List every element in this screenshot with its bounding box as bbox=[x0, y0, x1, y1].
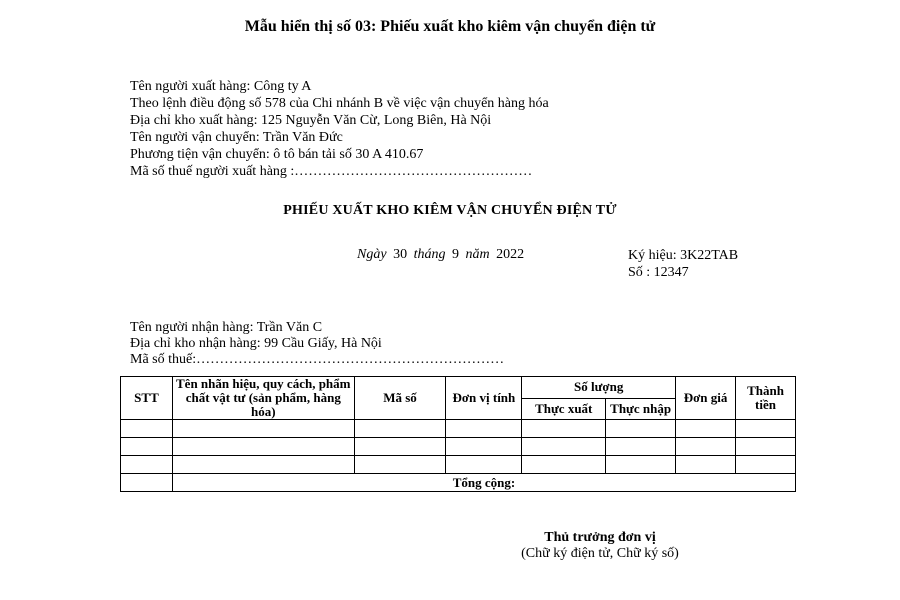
document-heading: PHIẾU XUẤT KHO KIÊM VẬN CHUYỂN ĐIỆN TỬ bbox=[283, 203, 617, 218]
page-title: Mẫu hiển thị số 03: Phiếu xuất kho kiêm vận chuyển điện tử bbox=[244, 18, 656, 35]
date-month: 9 bbox=[451, 247, 459, 262]
total-label: Tổng cộng: bbox=[172, 474, 795, 492]
header-item-name: Tên nhãn hiệu, quy cách, phẩm chất vật tư (sản phẩm, hàng hóa) bbox=[172, 377, 354, 420]
table-row bbox=[121, 420, 796, 438]
date-day: 30 bbox=[393, 247, 408, 262]
header-actual-export: Thực xuất bbox=[522, 398, 606, 420]
signature-block bbox=[520, 530, 680, 562]
header-stt: STT bbox=[121, 377, 173, 420]
vehicle: Phương tiện vận chuyển: ô tô bán tải số 30 A 410.67 bbox=[130, 147, 424, 162]
document-number: Số : 12347 bbox=[628, 265, 689, 280]
issue-date bbox=[357, 247, 527, 263]
receiver-info bbox=[130, 320, 504, 368]
goods-table bbox=[120, 376, 796, 492]
header-unit: Đơn vị tính bbox=[446, 377, 522, 420]
sender-name: Tên người xuất hàng: Công ty A bbox=[130, 79, 312, 94]
header-unit-price: Đơn giá bbox=[676, 377, 736, 420]
table-row bbox=[121, 456, 796, 474]
receiver-name: Tên người nhận hàng: Trần Văn C bbox=[130, 320, 323, 335]
symbol-code: Ký hiệu: 3K22TAB bbox=[628, 248, 739, 263]
header-actual-import: Thực nhập bbox=[606, 398, 676, 420]
document-codes bbox=[628, 247, 738, 281]
header-code: Mã số bbox=[354, 377, 446, 420]
total-row bbox=[121, 474, 796, 492]
date-month-label: tháng bbox=[413, 247, 446, 262]
dispatch-warehouse-address: Địa chỉ kho xuất hàng: 125 Nguyễn Văn Cừ, Long Biên, Hà Nội bbox=[130, 113, 492, 128]
transporter-name: Tên người vận chuyển: Trần Văn Đức bbox=[130, 130, 343, 145]
date-day-label: Ngày bbox=[357, 247, 387, 262]
dispatch-order: Theo lệnh điều động số 578 của Chi nhánh B về việc vận chuyển hàng hóa bbox=[130, 96, 549, 111]
signature-note: (Chữ ký điện tử, Chữ ký số) bbox=[521, 546, 679, 561]
header-quantity: Số lượng bbox=[522, 377, 676, 399]
receiver-tax-code: Mã số thuế:………………………………………………………… bbox=[130, 352, 505, 367]
date-year: 2022 bbox=[496, 247, 525, 262]
sender-info bbox=[130, 78, 549, 180]
receiver-warehouse-address: Địa chỉ kho nhận hàng: 99 Cầu Giấy, Hà Nội bbox=[130, 336, 382, 351]
header-amount: Thành tiền bbox=[736, 377, 796, 420]
date-year-label: năm bbox=[465, 247, 490, 262]
signature-title: Thủ trưởng đơn vị bbox=[544, 530, 656, 545]
table-row bbox=[121, 438, 796, 456]
sender-tax-code: Mã số thuế người xuất hàng :…………………………………………… bbox=[130, 164, 533, 179]
